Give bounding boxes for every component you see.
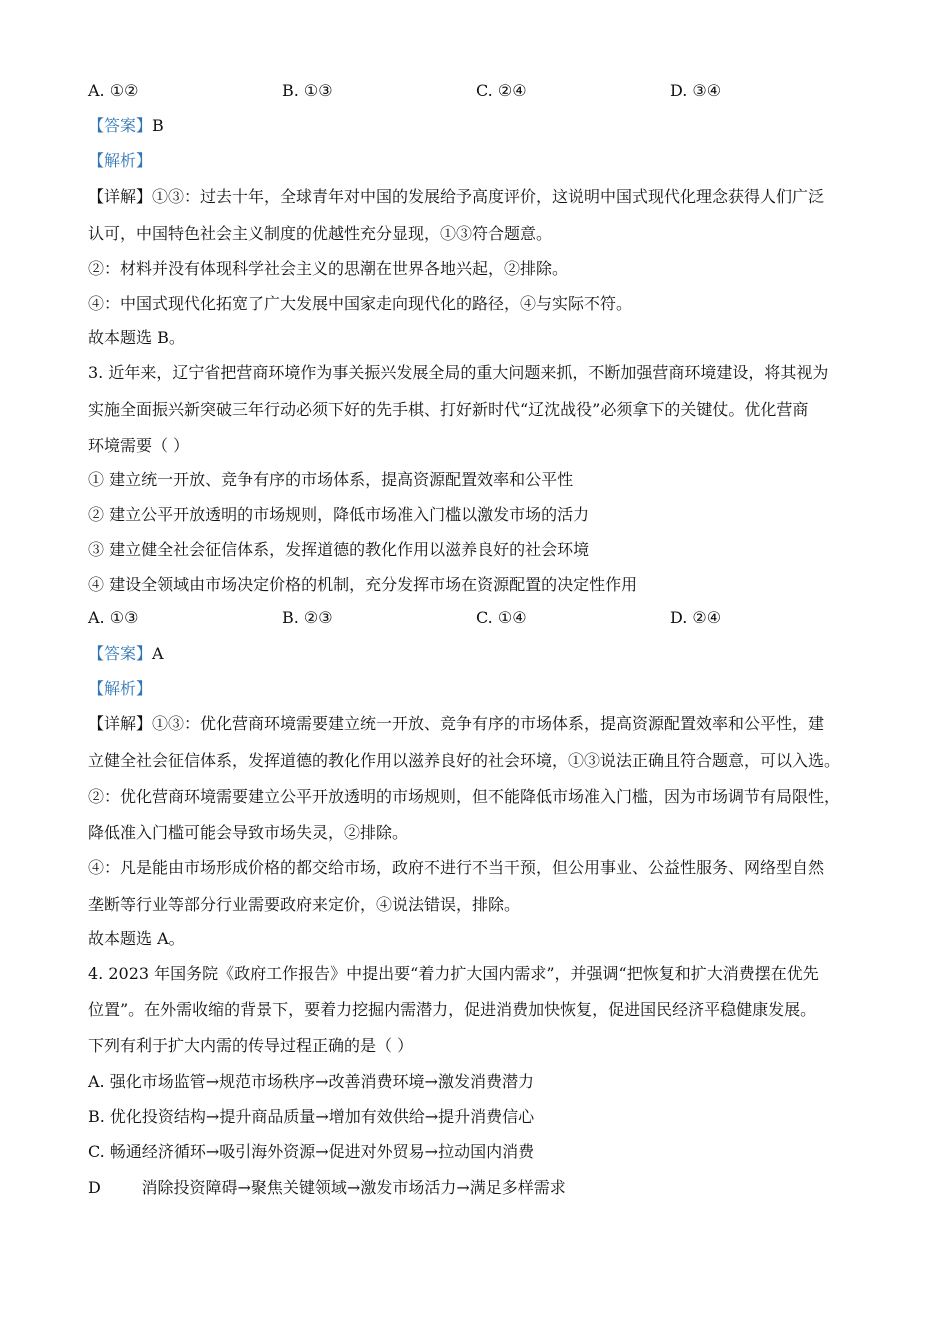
q3-item: ① 建立统一开放、竞争有序的市场体系，提高资源配置效率和公平性: [88, 470, 574, 489]
q3-item: ③ 建立健全社会征信体系，发挥道德的教化作用以滋养良好的社会环境: [88, 540, 590, 559]
q2-options: [88, 80, 868, 102]
q4-option-b: B. 优化投资结构→提升商品质量→增加有效供给→提升消费信心: [88, 1107, 535, 1126]
q4-option-c: C. 畅通经济循环→吸引海外资源→促进对外贸易→拉动国内消费: [88, 1142, 535, 1161]
q2-conclusion: 故本题选 B。: [88, 328, 185, 347]
q3-item: ④ 建设全领域由市场决定价格的机制，充分发挥市场在资源配置的决定性作用: [88, 575, 638, 594]
q2-option-d: D. ③④: [670, 81, 722, 100]
detail-tag: 【详解】: [88, 714, 153, 733]
q3-stem-line: 实施全面振兴新突破三年行动必须下好的先手棋、打好新时代“辽沈战役”必须拿下的关键仗。优化营商: [88, 400, 809, 419]
answer-tag: 【答案】: [88, 644, 153, 663]
q3-item: ② 建立公平开放透明的市场规则，降低市场准入门槛以激发市场的活力: [88, 505, 590, 524]
q3-detail-line: ④：凡是能由市场形成价格的都交给市场，政府不进行不当干预，但公用事业、公益性服务、网络型自然: [88, 858, 825, 877]
q3-detail-line: 立健全社会征信体系，发挥道德的教化作用以滋养良好的社会环境，①③说法正确且符合题意，可以入选。: [88, 751, 841, 770]
q4-stem-line: 4. 2023 年国务院《政府工作报告》中提出要“着力扩大国内需求”，并强调“把恢复和扩大消费摆在优先: [88, 964, 819, 983]
q3-stem-line: 环境需要（ ）: [88, 436, 190, 455]
q3-stem-line: 3. 近年来，辽宁省把营商环境作为事关振兴发展全局的重大问题来抓，不断加强营商环境建设，将其视为: [88, 363, 829, 382]
q3-option-c: C. ①④: [476, 608, 527, 627]
answer-value: A: [152, 644, 164, 663]
q2-detail-line: [88, 186, 824, 208]
answer-tag: 【答案】: [88, 116, 153, 135]
q3-options: [88, 607, 868, 629]
q3-analysis-tag: 【解析】: [88, 679, 153, 698]
q3-option-a: A. ①③: [88, 608, 139, 627]
q2-answer: [88, 115, 164, 137]
q3-detail-line: 降低准入门槛可能会导致市场失灵，②排除。: [88, 823, 409, 842]
q3-option-d: D. ②④: [670, 608, 722, 627]
answer-value: B: [152, 116, 164, 135]
q4-stem-line: 下列有利于扩大内需的传导过程正确的是（ ）: [88, 1036, 414, 1055]
q3-detail-line: [88, 713, 824, 735]
detail-tag: 【详解】: [88, 187, 153, 206]
q4-option-a: A. 强化市场监管→规范市场秩序→改善消费环境→激发消费潜力: [88, 1072, 534, 1091]
q2-option-c: C. ②④: [476, 81, 527, 100]
q2-detail-line: ④：中国式现代化拓宽了广大发展中国家走向现代化的路径，④与实际不符。: [88, 294, 633, 313]
q3-conclusion: 故本题选 A。: [88, 929, 185, 948]
q4-option-d: D 消除投资障碍→聚焦关键领域→激发市场活力→满足多样需求: [88, 1178, 566, 1197]
q3-detail-line: 垄断等行业等部分行业需要政府来定价，④说法错误，排除。: [88, 895, 521, 914]
q2-option-a: A. ①②: [88, 81, 139, 100]
q3-option-b: B. ②③: [282, 608, 333, 627]
q2-option-b: B. ①③: [282, 81, 333, 100]
q3-answer: [88, 643, 164, 665]
detail-text: ①③：过去十年，全球青年对中国的发展给予高度评价，这说明中国式现代化理念获得人们广泛: [152, 187, 825, 206]
q2-detail-line: ②：材料并没有体现科学社会主义的思潮在世界各地兴起，②排除。: [88, 259, 569, 278]
q3-detail-line: ②：优化营商环境需要建立公平开放透明的市场规则，但不能降低市场准入门槛，因为市场调节有局限性，: [88, 787, 841, 806]
q4-stem-line: 位置”。在外需收缩的背景下，要着力挖掘内需潜力，促进消费加快恢复，促进国民经济平稳健康发展。: [88, 1000, 817, 1019]
q2-analysis-tag: 【解析】: [88, 151, 153, 170]
q2-detail-line: 认可，中国特色社会主义制度的优越性充分显现，①③符合题意。: [88, 224, 553, 243]
detail-text: ①③：优化营商环境需要建立统一开放、竞争有序的市场体系，提高资源配置效率和公平性，建: [152, 714, 825, 733]
